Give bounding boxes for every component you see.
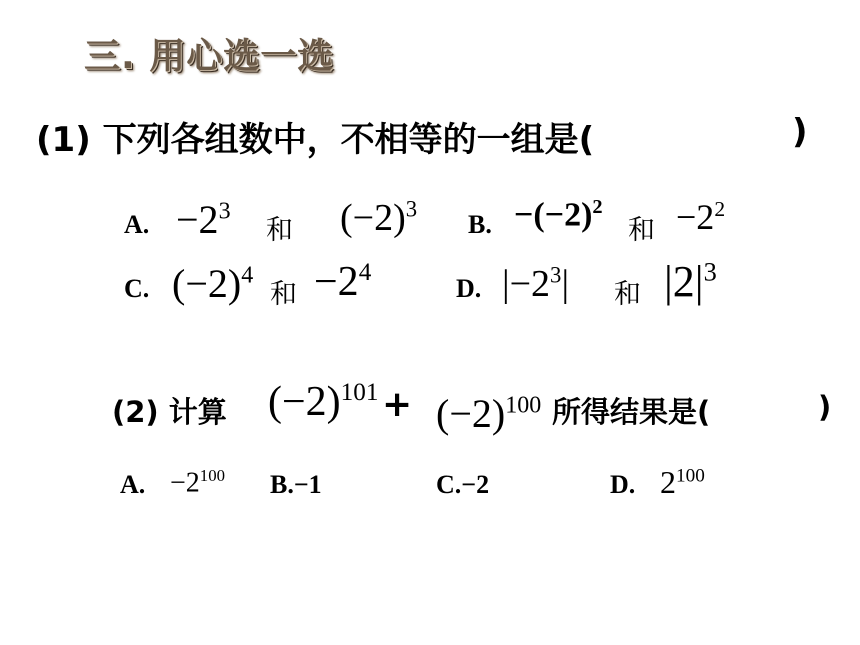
q2-term-1: $(-2)^{101}$ [268,379,379,425]
q2-option-b: B.−1 [270,470,322,499]
q1-option-b-label: B. [468,210,492,239]
question-1-text: (1) 下列各组数中，不相等的一组是( [36,120,595,160]
q1-option-b-right-expr: $-2^2$ [676,197,726,237]
q1-option-a-label: A. [124,210,150,239]
q2-term-2: $(-2)^{100}$ [436,391,542,436]
q2-plus-sign: + [382,384,413,425]
q2-option-d-label: D. [610,470,636,499]
q2-option-c: C.−2 [436,470,490,499]
q1-option-b-and: 和 [628,215,655,246]
q1-option-d-right-expr: $|2|^3$ [664,256,717,306]
question-2-close-paren: ) [818,390,832,424]
q1-option-b-left-expr: $-(-2)^2$ [514,196,603,234]
question-2-suffix: 所得结果是( [552,395,711,429]
q1-option-a-and: 和 [266,215,293,246]
q2-option-a-label: A. [120,470,146,499]
q2-option-a-value: $-2^{100}$ [170,466,225,499]
q1-option-d-label: D. [456,274,482,303]
q1-option-c-left-expr: $(-2)^4$ [172,261,254,306]
section-title: 三. 用心选一选 [84,36,335,77]
q2-option-d-value: $2^{100}$ [660,464,705,500]
q1-option-a-left-expr: $-2^3$ [176,197,231,242]
q1-option-c-label: C. [124,274,150,303]
q1-option-c-right-expr: $-2^4$ [314,259,372,305]
question-1-close-paren: ) [792,112,808,152]
q1-option-d-and: 和 [614,279,641,310]
q1-option-c-and: 和 [270,279,297,310]
question-2-prefix: (2) 计算 [112,395,227,429]
q1-option-d-left-expr: $|-2^3|$ [502,262,570,305]
q1-option-a-right-expr: $(-2)^3$ [340,196,418,239]
